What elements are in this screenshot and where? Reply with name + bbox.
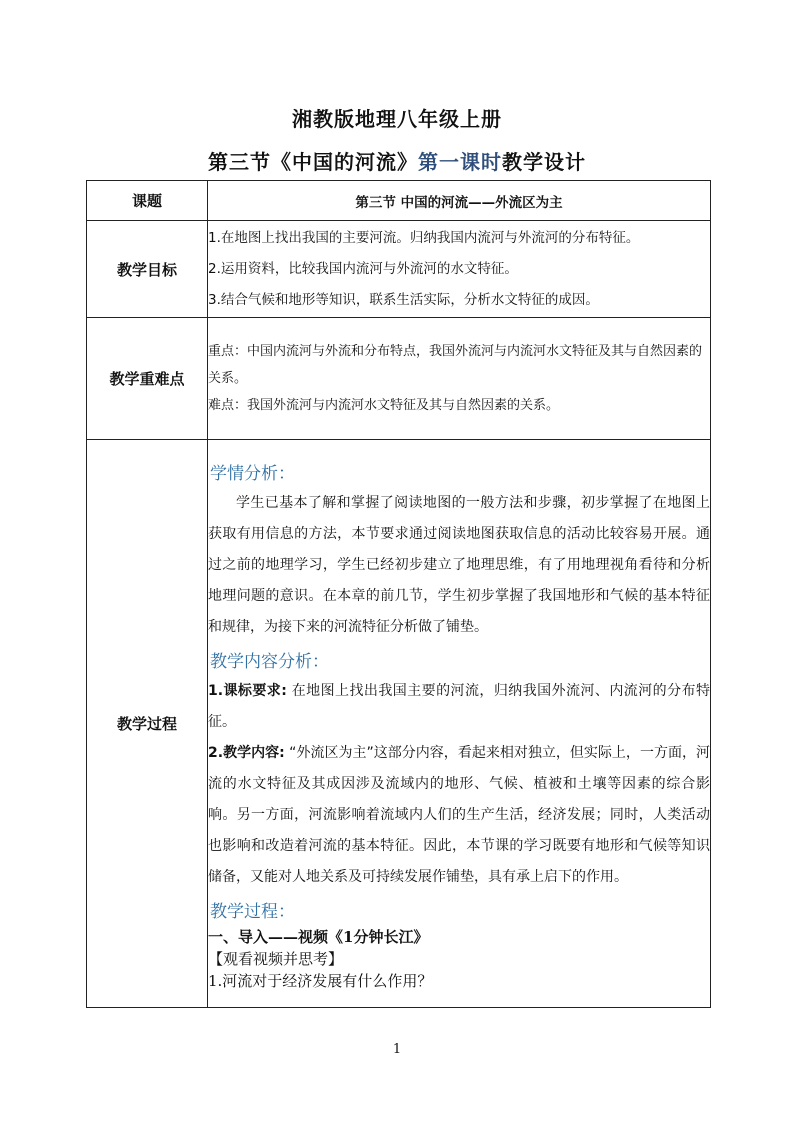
teaching-content-label: 2.教学内容:	[208, 745, 285, 761]
teaching-content	[208, 738, 710, 893]
subtitle-part-a: 第三节《中国的河流》	[208, 150, 418, 174]
goal-item: 3.结合气候和地形等知识，联系生活实际，分析水文特征的成因。	[208, 291, 599, 308]
step-intro-question: 1.河流对于经济发展有什么作用？	[208, 972, 433, 990]
teaching-content-text: “外流区为主”这部分内容，看起来相对独立，但实际上，一方面，河流的水文特征及其成因涉及流域内的地形、气候、植被和土壤等因素的综合影响。另一方面，河流影响着流域内人们的生产生活，经济发展；同时，人类活动也影响和改造着河流的基本特征。因此，本节课的学习既要有地形和气候等知识储备，又能对人地关系及可持续发展作铺垫，具有承上启下的作用。	[208, 745, 710, 885]
label-subject: 课题	[87, 181, 208, 221]
document-subtitle	[0, 146, 794, 175]
subtitle-part-c: 教学设计	[502, 150, 586, 174]
student-analysis-text: 学生已基本了解和掌握了阅读地图的一般方法和步骤，初步掌握了在地图上获取有用信息的方法，本节要求通过阅读地图获取信息的活动比较容易开展。通过之前的地理学习，学生已经初步建立了地理思维，有了用地理视角看待和分析地理问题的意识。在本章的前几节，学生初步掌握了我国地形和气候的基本特征和规律，为接下来的河流特征分析做了铺垫。	[208, 495, 710, 635]
row-goals	[87, 221, 711, 318]
row-subject	[87, 181, 711, 221]
document-title: 湘教版地理八年级上册	[292, 107, 502, 131]
subtitle-part-b: 第一课时	[418, 150, 502, 174]
key-points-cell	[208, 318, 711, 440]
row-key-points	[87, 318, 711, 440]
process-cell	[208, 440, 711, 1008]
curriculum-requirement-label: 1.课标要求:	[208, 683, 287, 699]
label-process: 教学过程	[87, 440, 208, 1008]
row-process	[87, 440, 711, 1008]
curriculum-requirement	[208, 676, 710, 738]
section-heading-teaching-process: 教学过程：	[210, 902, 295, 922]
goals-cell	[208, 221, 711, 318]
page-number: 1	[392, 1042, 402, 1057]
goal-item: 2.运用资料，比较我国内流河与外流河的水文特征。	[208, 260, 518, 277]
label-goals: 教学目标	[87, 221, 208, 318]
curriculum-requirement-text: 在地图上找出我国主要的河流，归纳我国外流河、内流河的分布特征。	[208, 683, 710, 730]
key-point: 重点：中国内流河与外流和分布特点，我国外流河与内流河水文特征及其与自然因素的关系。	[208, 344, 703, 386]
section-heading-content-analysis: 教学内容分析：	[210, 652, 329, 672]
label-key-points: 教学重难点	[87, 318, 208, 440]
goal-item: 1.在地图上找出我国的主要河流。归纳我国内流河与外流河的分布特征。	[208, 229, 640, 246]
step-intro-title: 一、导入——视频《1分钟长江》	[208, 928, 429, 946]
lesson-plan-table	[86, 180, 711, 1008]
section-heading-student-analysis: 学情分析：	[210, 464, 295, 484]
subject-value: 第三节 中国的河流——外流区为主	[208, 181, 711, 221]
step-intro-instruction: 【观看视频并思考】	[208, 950, 344, 968]
difficult-point: 难点：我国外流河与内流河水文特征及其与自然因素的关系。	[208, 398, 560, 413]
